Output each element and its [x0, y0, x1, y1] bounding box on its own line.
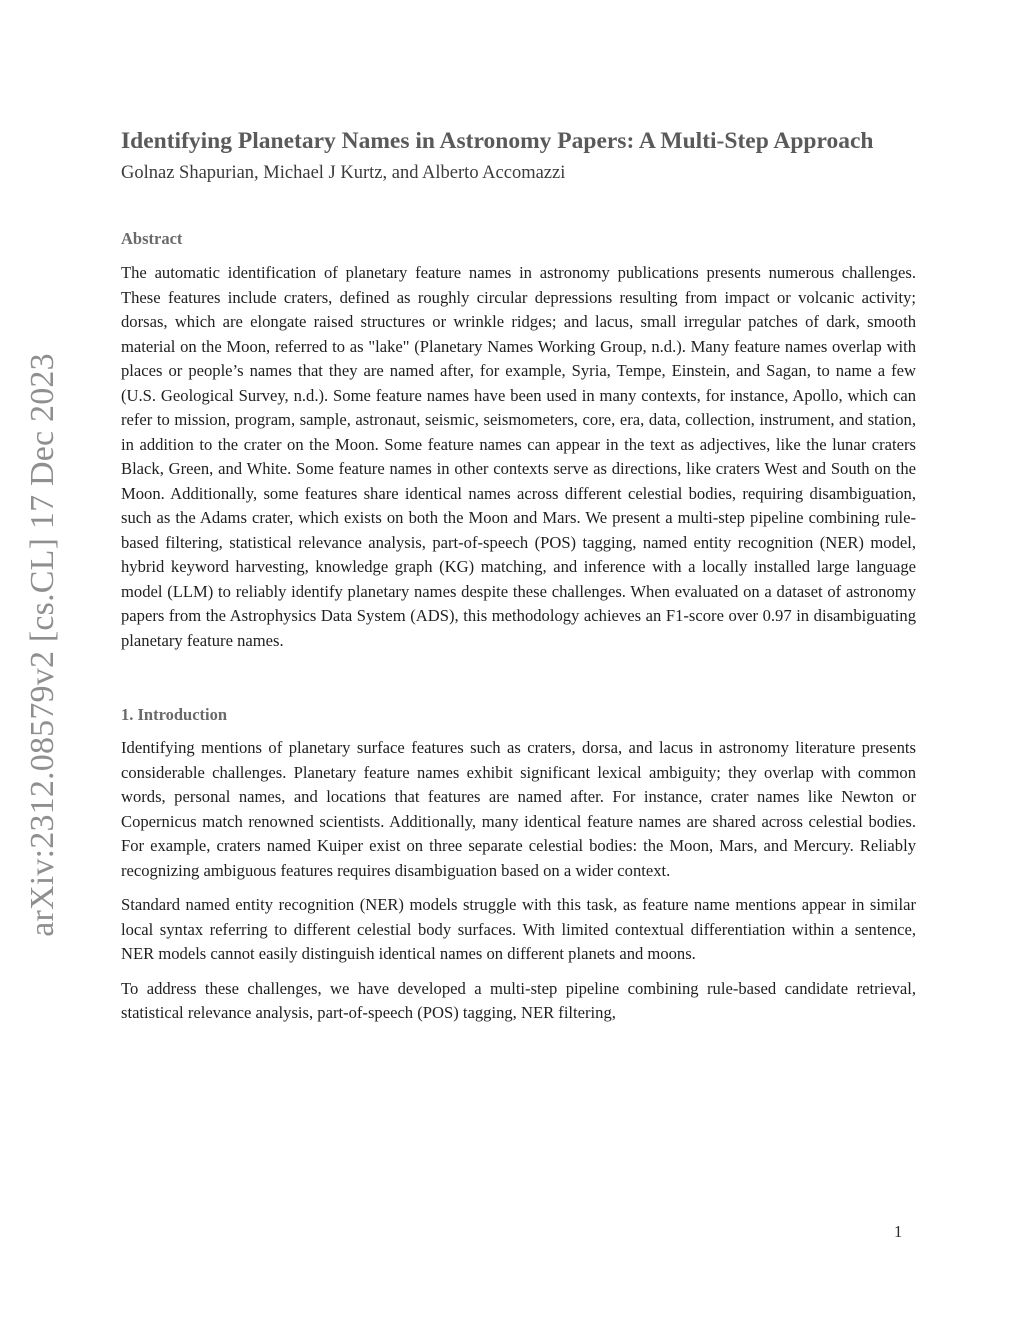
arxiv-identifier-stamp: arXiv:2312.08579v2 [cs.CL] 17 Dec 2023 [24, 353, 61, 937]
paper-title: Identifying Planetary Names in Astronomy Papers: A Multi-Step Approach [121, 128, 874, 154]
abstract-text: The automatic identification of planetary feature names in astronomy publications presents numerous challenges. These features include craters, defined as roughly circular depressions resulting from impact or volcanic activity; dorsas, which are elongate raised structures or wrinkle ridges; and lacus, small irregular patches of dark, smooth material on the Moon, referred to as "lake" (Planetary Names Working Group, n.d.). Many feature names overlap with places or people’s names that they are named after, for example, Syria, Tempe, Einstein, and Sagan, to name a few (U.S. Geological Survey, n.d.). Some feature names have been used in many contexts, for instance, Apollo, which can refer to mission, program, sample, astronaut, seismic, seismometers, core, era, data, collection, instrument, and station, in addition to the crater on the Moon. Some feature names can appear in the text as adjectives, like the lunar craters Black, Green, and White. Some feature names in other contexts serve as directions, like craters West and South on the Moon. Additionally, some features share identical names across different celestial bodies, requiring disambiguation, such as the Adams crater, which exists on both the Moon and Mars. We present a multi-step pipeline combining rule-based filtering, statistical relevance analysis, part-of-speech (POS) tagging, named entity recognition (NER) model, hybrid keyword harvesting, knowledge graph (KG) matching, and inference with a locally installed large language model (LLM) to reliably identify planetary names despite these challenges. When evaluated on a dataset of astronomy papers from the Astrophysics Data System (ADS), this methodology achieves an F1-score over 0.97 in disambiguating planetary feature names. [121, 263, 916, 650]
introduction-heading: 1. Introduction [121, 705, 228, 724]
introduction-paragraph: To address these challenges, we have developed a multi-step pipeline combining rule-based candidate retrieval, statistical relevance analysis, part-of-speech (POS) tagging, NER filtering, [121, 978, 916, 1022]
introduction-paragraph: Standard named entity recognition (NER) models struggle with this task, as feature name mentions appear in similar local syntax referring to different celestial body surfaces. With limited contextual differentiation within a sentence, NER models cannot easily distinguish identical names on different planets and moons. [121, 895, 916, 963]
abstract-heading: Abstract [121, 229, 183, 248]
introduction-paragraph: Identifying mentions of planetary surface features such as craters, dorsa, and lacus in astronomy literature presents considerable challenges. Planetary feature names exhibit significant lexical ambiguity; they overlap with common words, personal names, and locations that features are named after. For instance, crater names like Newton or Copernicus match renowned scientists. Additionally, many identical feature names are shared across celestial bodies. For example, craters named Kuiper exist on three separate celestial bodies: the Moon, Mars, and Mercury. Reliably recognizing ambiguous features requires disambiguation based on a wider context. [121, 738, 916, 880]
page-number: 1 [894, 1222, 903, 1241]
paper-content [121, 126, 916, 1026]
paper-authors: Golnaz Shapurian, Michael J Kurtz, and Alberto Accomazzi [121, 163, 566, 183]
